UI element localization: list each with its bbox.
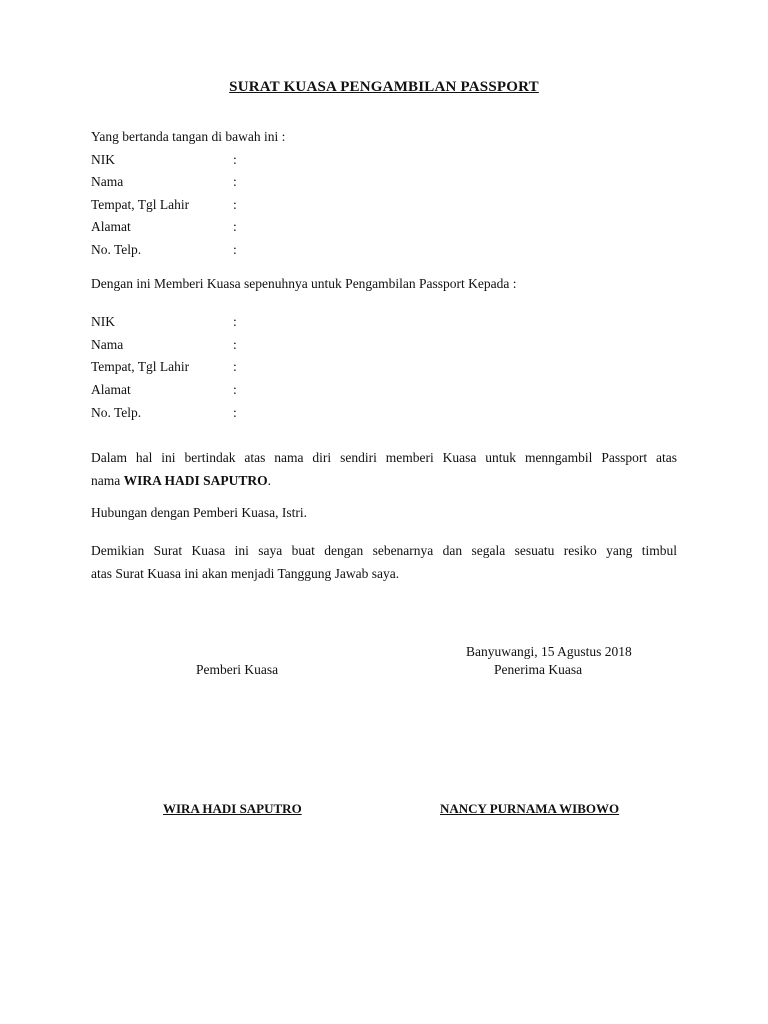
field-label: Alamat bbox=[91, 219, 131, 234]
grantee-field-nama bbox=[91, 337, 391, 355]
field-label: Nama bbox=[91, 337, 124, 352]
field-label: No. Telp. bbox=[91, 242, 142, 257]
field-separator: : bbox=[233, 152, 237, 167]
relationship-text: Hubungan dengan Pemberi Kuasa, Istri. bbox=[91, 505, 307, 520]
field-separator: : bbox=[233, 242, 237, 257]
field-label: No. Telp. bbox=[91, 405, 142, 420]
grantee-signature-name: NANCY PURNAMA WIBOWO bbox=[440, 801, 620, 816]
intro-text: Yang bertanda tangan di bawah ini : bbox=[91, 129, 286, 144]
closing-paragraph bbox=[91, 539, 677, 585]
field-separator: : bbox=[233, 314, 237, 329]
grantee-field-nik bbox=[91, 314, 391, 332]
document-title: SURAT KUASA PENGAMBILAN PASSPORT bbox=[229, 79, 539, 95]
grantor-field-alamat bbox=[91, 219, 391, 237]
paragraph-line: Demikian Surat Kuasa ini saya buat dengan sebenarnya dan segala sesuatu resiko yang timbul bbox=[91, 543, 677, 558]
field-separator: : bbox=[233, 382, 237, 397]
paragraph-line: atas Surat Kuasa ini akan menjadi Tanggung Jawab saya. bbox=[91, 566, 400, 581]
grantee-field-telp bbox=[91, 405, 391, 423]
field-separator: : bbox=[233, 197, 237, 212]
field-separator: : bbox=[233, 337, 237, 352]
field-separator: : bbox=[233, 219, 237, 234]
field-label: Tempat, Tgl Lahir bbox=[91, 359, 190, 374]
grantor-signature-name: WIRA HADI SAPUTRO bbox=[163, 801, 302, 816]
grantor-field-birth bbox=[91, 197, 391, 215]
grantee-role: Penerima Kuasa bbox=[494, 662, 583, 677]
grantor-field-nik bbox=[91, 152, 391, 170]
field-separator: : bbox=[233, 174, 237, 189]
grantee-field-birth bbox=[91, 359, 391, 377]
authorization-paragraph bbox=[91, 446, 677, 492]
grantee-field-alamat bbox=[91, 382, 391, 400]
field-label: NIK bbox=[91, 152, 115, 167]
field-label: Tempat, Tgl Lahir bbox=[91, 197, 190, 212]
grantor-field-nama bbox=[91, 174, 391, 192]
paragraph-suffix: . bbox=[267, 473, 272, 488]
paragraph-line: Dalam hal ini bertindak atas nama diri sendiri memberi Kuasa untuk menngambil Passport atas bbox=[91, 450, 677, 465]
grantor-field-telp bbox=[91, 242, 391, 260]
field-separator: : bbox=[233, 405, 237, 420]
field-label: Alamat bbox=[91, 382, 131, 397]
place-date: Banyuwangi, 15 Agustus 2018 bbox=[466, 644, 632, 659]
grantor-role: Pemberi Kuasa bbox=[196, 662, 279, 677]
authorized-name: WIRA HADI SAPUTRO bbox=[123, 473, 268, 488]
field-separator: : bbox=[233, 359, 237, 374]
field-label: Nama bbox=[91, 174, 124, 189]
paragraph-line bbox=[91, 469, 677, 492]
field-label: NIK bbox=[91, 314, 115, 329]
grant-statement: Dengan ini Memberi Kuasa sepenuhnya untuk Pengambilan Passport Kepada : bbox=[91, 276, 517, 291]
paragraph-prefix: nama bbox=[91, 473, 124, 488]
